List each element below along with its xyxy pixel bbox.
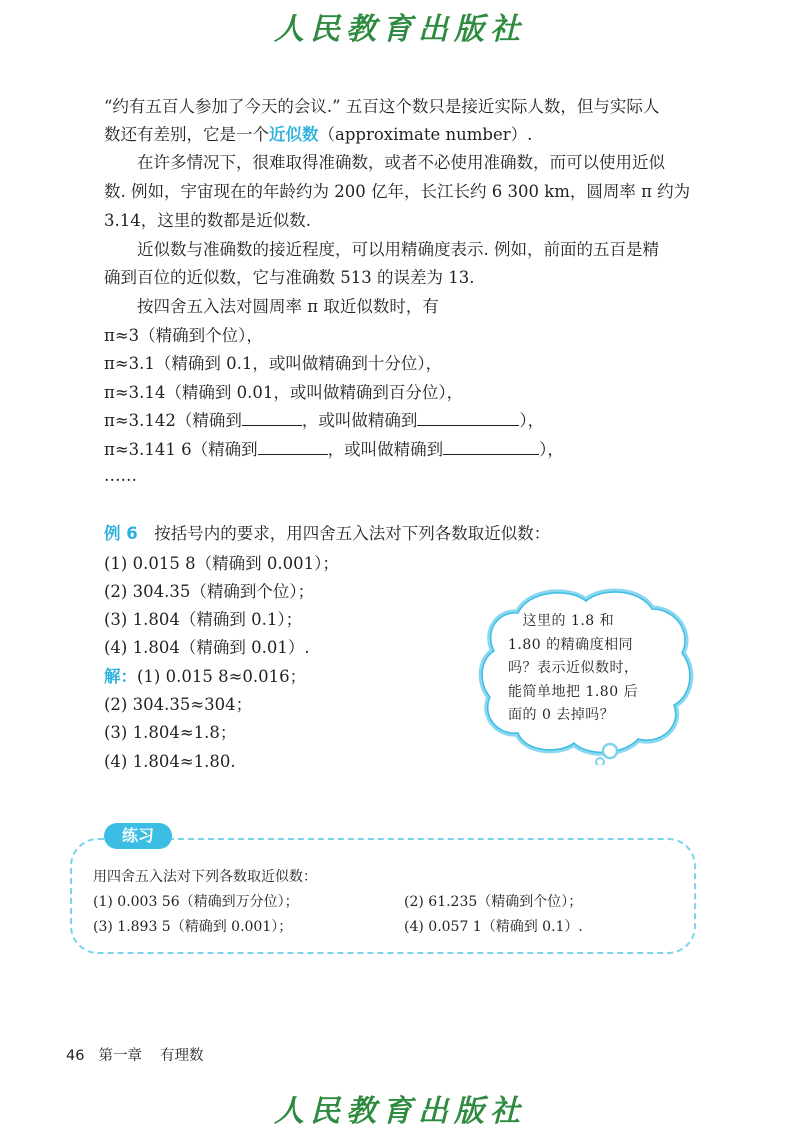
fill-in-blank[interactable]	[417, 411, 519, 426]
publisher-logo-bottom: 人民教育出版社	[274, 1094, 526, 1129]
solution-item: (2) 304.35≈304；	[104, 695, 253, 714]
fill-in-blank[interactable]	[242, 411, 302, 426]
paragraph-line: 在许多情况下，很难取得准确数，或者不必使用准确数，而可以使用近似	[104, 153, 665, 172]
pi-approx-line: π≈3（精确到个位），	[104, 326, 263, 345]
bubble-line: 吗？表示近似数时，	[508, 660, 639, 676]
example-label: 例 6	[104, 524, 138, 543]
solution-label: 解：	[104, 667, 137, 686]
paragraph-line: 3.14，这里的数都是近似数.	[104, 211, 311, 230]
ellipsis: ……	[104, 466, 137, 485]
pi-approx-line	[104, 440, 704, 460]
paragraph-line: 按四舍五入法对圆周率 π 取近似数时，有	[104, 297, 439, 316]
paragraph-line: 确到百位的近似数，它与准确数 513 的误差为 13.	[104, 268, 475, 287]
example-prompt: 按括号内的要求，用四舍五入法对下列各数取近似数：	[154, 524, 551, 543]
example-item: (4) 1.804（精确到 0.01）.	[104, 638, 310, 657]
fill-in-blank[interactable]	[258, 440, 328, 455]
bubble-line: 能简单地把 1.80 后	[508, 683, 639, 700]
example-item: (1) 0.015 8（精确到 0.001）；	[104, 554, 339, 573]
practice-item: (3) 1.893 5（精确到 0.001）；	[93, 919, 293, 935]
text-span: ，或叫做精确到	[301, 411, 418, 430]
page-number: 46	[66, 1048, 85, 1064]
bubble-line: 面的 0 去掉吗？	[508, 707, 615, 723]
practice-item: (4) 0.057 1（精确到 0.1）.	[404, 919, 583, 935]
fill-in-blank[interactable]	[443, 440, 539, 455]
paragraph-line: “约有五百人参加了今天的会议.” 五百这个数只是接近实际人数，但与实际人	[104, 97, 660, 116]
pi-approx-line: π≈3.1（精确到 0.1，或叫做精确到十分位），	[104, 354, 443, 373]
paragraph-line: 数. 例如，宇宙现在的年龄约为 200 亿年，长江长约 6 300 km，圆周率 π 约为	[104, 182, 691, 201]
paragraph-line: 近似数与准确数的接近程度，可以用精确度表示. 例如，前面的五百是精	[104, 240, 659, 259]
bubble-line: 这里的 1.8 和	[508, 613, 615, 629]
text-span: ），	[519, 411, 545, 430]
text-span: π≈3.141 6（精确到	[104, 440, 258, 459]
term-highlight: 近似数	[269, 125, 319, 144]
practice-prompt: 用四舍五入法对下列各数取近似数：	[93, 869, 317, 885]
solution-item: (4) 1.804≈1.80.	[104, 752, 236, 771]
chapter-title: 有理数	[159, 1048, 204, 1064]
solution-item: (3) 1.804≈1.8；	[104, 723, 237, 742]
bubble-line: 1.80 的精确度相同	[508, 636, 634, 653]
thought-bubble-text	[508, 610, 678, 728]
text-span: π≈3.142（精确到	[104, 411, 242, 430]
page-footer	[66, 1044, 203, 1065]
text-span: ，或叫做精确到	[327, 440, 444, 459]
solution-item: (1) 0.015 8≈0.016；	[137, 667, 307, 686]
example-item: (2) 304.35（精确到个位）；	[104, 582, 315, 601]
practice-item: (1) 0.003 56（精确到万分位）；	[93, 894, 299, 910]
practice-item: (2) 61.235（精确到个位）；	[404, 894, 583, 910]
text-span: ），	[539, 440, 564, 459]
pi-approx-line: π≈3.14（精确到 0.01，或叫做精确到百分位），	[104, 383, 464, 402]
example-item: (3) 1.804（精确到 0.1）；	[104, 610, 303, 629]
chapter-label: 第一章	[98, 1048, 142, 1064]
example-heading	[104, 524, 704, 544]
text-span: （approximate number）.	[318, 125, 533, 144]
paragraph-line	[104, 125, 704, 145]
practice-tab: 练习	[104, 823, 172, 849]
pi-approx-line	[104, 411, 704, 431]
publisher-logo-top: 人民教育出版社	[274, 12, 526, 47]
text-span: 数还有差别，它是一个	[104, 125, 269, 144]
